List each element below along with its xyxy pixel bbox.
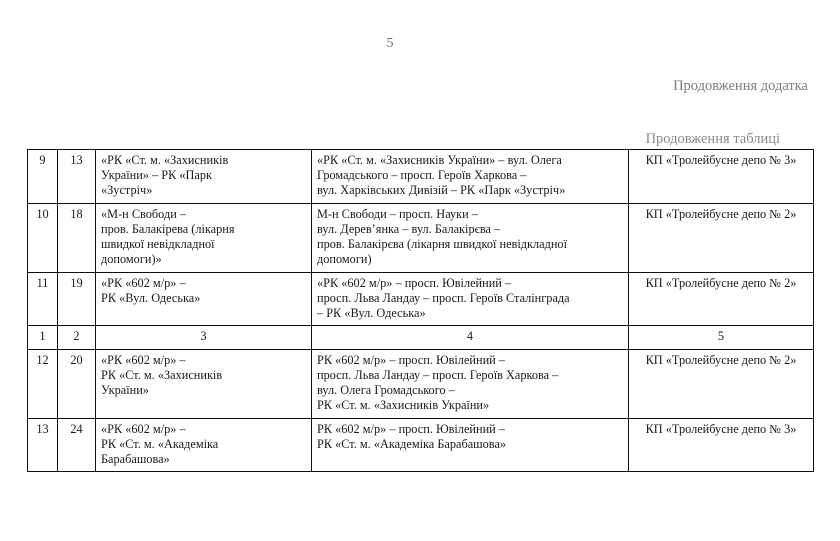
text-line: М-н Свободи – просп. Науки – [317,206,478,221]
row-short-name [96,272,312,326]
text-line: України» [101,383,149,398]
text-line: РК «Ст. м. «Академіка [101,436,219,451]
text-line: просп. Льва Ландау – просп. Героїв Харкова – [317,367,559,382]
row-full-name [312,203,629,272]
column-numbers-row [28,326,814,349]
text-line: «РК «602 м/р» – [101,352,186,367]
text-line: РК «602 м/р» – просп. Ювілейний – [317,352,505,367]
row-operator: КП «Тролейбусне депо № 3» [629,150,814,204]
row-no: 11 [28,272,58,326]
table-row [28,418,814,472]
text-line: вул. Дерев’янка – вул. Балакірєва – [317,221,501,236]
text-line: України» – РК «Парк [101,168,212,183]
row-operator: КП «Тролейбусне депо № 2» [629,203,814,272]
routes-table [27,149,814,472]
row-no: 10 [28,203,58,272]
table-row [28,272,814,326]
text-line: «РК «Ст. м. «Захисників [101,153,229,167]
column-number: 5 [629,326,814,349]
row-full-name [312,349,629,418]
row-route-number: 20 [58,349,96,418]
text-line: «РК «602 м/р» – [101,421,186,436]
text-line: допомоги)» [101,252,162,267]
row-operator: КП «Тролейбусне депо № 2» [629,349,814,418]
text-line: «М-н Свободи – [101,206,187,221]
row-short-name [96,203,312,272]
text-line: пров. Балакірева (лікарня [101,221,235,236]
text-line: вул. Харківських Дивізій – РК «Парк «Зустріч» [317,183,566,198]
text-line: просп. Льва Ландау – просп. Героїв Сталінграда [317,290,570,305]
row-operator: КП «Тролейбусне депо № 2» [629,272,814,326]
text-line: «РК «602 м/р» – просп. Ювілейний – [317,275,512,290]
text-line: РК «Ст. м. «Академіка Барабашова» [317,436,507,451]
row-full-name [312,272,629,326]
row-route-number: 18 [58,203,96,272]
column-number: 4 [312,326,629,349]
text-line: пров. Балакірєва (лікарня швидкої невідкладної [317,237,567,252]
page-number: 5 [386,36,394,51]
text-line: РК «Вул. Одеська» [101,290,201,305]
appendix-continuation-note: Продовження додатка [673,78,808,94]
row-route-number: 19 [58,272,96,326]
row-no: 12 [28,349,58,418]
table-row [28,150,814,204]
text-line: Барабашова» [101,451,170,466]
row-short-name [96,150,312,204]
text-line: вул. Олега Громадського – [317,383,455,398]
row-no: 13 [28,418,58,472]
row-short-name [96,418,312,472]
table-row [28,349,814,418]
text-line: «РК «602 м/р» – [101,275,186,290]
row-operator: КП «Тролейбусне депо № 3» [629,418,814,472]
row-no: 9 [28,150,58,204]
row-short-name [96,349,312,418]
text-line: Громадського – просп. Героїв Харкова – [317,168,527,183]
column-number: 1 [28,326,58,349]
text-line: РК «602 м/р» – просп. Ювілейний – [317,421,505,436]
row-route-number: 13 [58,150,96,204]
table-continuation-note: Продовження таблиці [645,131,780,147]
table-row [28,203,814,272]
row-route-number: 24 [58,418,96,472]
text-line: РК «Ст. м. «Захисників [101,367,223,382]
text-line: «РК «Ст. м. «Захисників України» – вул. Олега [317,153,562,167]
column-number: 3 [96,326,312,349]
row-full-name [312,150,629,204]
row-full-name [312,418,629,472]
text-line: РК «Ст. м. «Захисників України» [317,398,490,413]
text-line: швидкої невідкладної [101,237,215,252]
text-line: – РК «Вул. Одеська» [317,306,426,321]
text-line: «Зустріч» [101,183,153,198]
text-line: допомоги) [317,252,372,267]
column-number: 2 [58,326,96,349]
